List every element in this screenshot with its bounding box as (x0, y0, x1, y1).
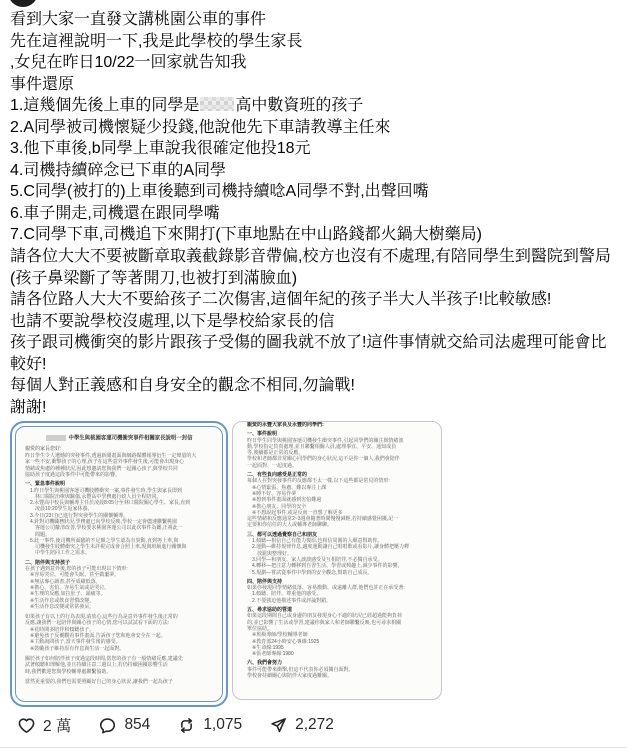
comment-button[interactable] (98, 716, 150, 735)
letter-line: ※無法專心讀書,甚至成績低落。 (30, 578, 101, 585)
letter-line: ※生活作息或飲食習慣改變。 (30, 597, 95, 604)
post-line: 較好! (10, 355, 47, 373)
letter-line: ※主動詢問孩子,當天事件發生後的感受。 (30, 639, 121, 646)
share-count: 2,272 (295, 716, 334, 733)
letter-line: 協助孩子度過這段事件中可能帶來的影響。 (25, 471, 121, 478)
letter-line: 情緒或焦慮的種種狀況,因此想邀請您與我們一起關心孩子,與學校共同 (25, 465, 178, 472)
letter-line: 凌晨10:20學生返家休養。 (35, 506, 93, 513)
letter-line: 六、我們會努力 (247, 660, 283, 667)
repost-button[interactable] (177, 716, 242, 735)
letter-line: 如果你發現同學情緒低落、容易激動、或遠離人群,他們也許正在承受著: (247, 585, 405, 592)
letter-line: 在孩子遇到意外後,您的孩子可能出現以下情形: (25, 566, 128, 573)
letter-line: ※擔心朋友、同學的安全 (252, 503, 307, 510)
school-letter-image-2[interactable] (232, 421, 442, 700)
censored-school-name (200, 97, 234, 111)
letter-line: 二、有些負向感受是正常的 (247, 472, 308, 479)
post-line: 謝謝! (10, 398, 47, 416)
heart-icon (17, 716, 36, 735)
letter-line: 3.今日(23日)已進行對突發學生的關懷輔導。 (30, 512, 129, 519)
letter-line: ※想到事件畫面就感到害怕難過 (252, 497, 322, 504)
letter-line: ※張老師專線:1980 (252, 651, 294, 658)
censored-school-name (46, 435, 66, 441)
letter-line: 學校會持續關心與陪伴大家度過難關。 (247, 672, 333, 679)
letter-line: 定要和你信任的大人或輔導老師聊聊。 (247, 522, 333, 529)
comment-icon (98, 716, 117, 735)
post-line: 2.A同學被司機懷疑少投錢,他說他先下車請教導主任來 (10, 118, 391, 136)
post-line: 5.C同學(被打的)上車後聽到司機持續唸A同學不對,出聲回嘴 (10, 183, 429, 201)
divider (0, 747, 627, 748)
letter-line: 1.昨日學生與桃園客運司機肢體衝突一案,事件發生時,學生與家長即到 (30, 487, 182, 494)
letter-line: 四、陪伴與支持 (247, 578, 283, 585)
share-button[interactable] (269, 716, 334, 735)
school-letter-1-page (15, 426, 223, 702)
post-line: 1.這幾個先後上車的同學是 高中數資班的孩子 (10, 97, 364, 115)
avatar[interactable] (8, 0, 38, 7)
letter-line: 這些情緒和反應通常2~3週會隨著時間慢慢減輕,若持續感覺困擾,記一 (247, 516, 399, 523)
letter-line: 試著傾聽和理解他,並且持續注意二週以上,若仍持續困擾影響生活 (25, 662, 168, 669)
letter-line: 學校和老師都非常關心同學們的身心狀況,這不是你一個人,我們會陪伴 (247, 456, 400, 463)
post-line: 請各位大大不要被斷章取義截錄影音帶偏,校方也沒有不處理,有陪同學生到醫院到警局 (10, 248, 611, 266)
post-line: 請各位路人大大不要給孩子二次傷害,這個年紀的孩子半大人半孩子!比較敏感! (10, 291, 552, 309)
post-line: 孩子跟司機衝突的影片跟孩子受傷的圖我就不放了!這件事情就交給司法處理可能會比 (10, 334, 607, 352)
post-line: ,女兒在昨日10/22一回家就告知我 (10, 54, 247, 72)
letter-line: 一、事件說明 (247, 431, 278, 438)
share-icon (269, 716, 288, 735)
letter-line: 反應,讓我們一起陪伴與關心孩子的心情,您可以試試看下面的方法: (25, 620, 170, 627)
like-count: 2 萬 (43, 718, 72, 735)
letter-line: 五、尋求協助的管道 (247, 607, 293, 614)
letter-line: 如果這段期間自己或身邊的朋友發現身心不適的狀況已經超過能夠負荷 (247, 613, 403, 620)
letter-line: ※不想說起事件,或是反而一直想了解更多 (252, 509, 343, 516)
letter-line: 中學生與桃園客運司機衝突事件相關家長說明一封信 (25, 435, 213, 442)
letter-line: ※容易哭泣、可能會失眠、甚至做噩夢。 (30, 572, 120, 579)
letter-line: 一起面對、一起度過。 (247, 462, 298, 469)
letter-line: 動,學校指定負責處理,並且聯繫相關人員,處理事宜、平安、通知成員 (247, 443, 397, 450)
letter-line: ※擔心、害怕、容易生氣或是哭泣。 (30, 584, 110, 591)
letter-line: ※睡不好、容易作夢 (252, 490, 297, 497)
letter-line: 昨日學生令人遺憾的突發事件,透過新聞畫面與網路媒體報導衍生一定聲量的大 (25, 453, 197, 460)
letter-line: 4.針對司機職務狀況,學務處已向學校反映,學校一定會儘速聯繫桃園 (30, 518, 177, 525)
like-button[interactable] (17, 714, 71, 736)
letter-line: 客運公司釐清改善,學校要求桃園客運公司以此次事件為鑑,正視此一 (35, 525, 183, 532)
letter-line: 問題。 (35, 531, 51, 538)
letter-line: 3.同學—和朋友、家人談談感受及互相陪伴,不必獨自承受。 (252, 556, 383, 563)
post-line: 4.司機持續碎念已下車的A同學 (10, 161, 227, 179)
letter-line: ※避免孩子反覆觀看事件畫面,告訴孩子您和他會安全在一起。 (30, 633, 166, 640)
letter-line: ※教育部24小時安心專線:1925 (252, 638, 320, 645)
post-line: 先在這裡說明一下,我是此學校的學生家長 (10, 32, 303, 50)
letter-line: ※生理的反應,如拉肚子、頭痛等。 (30, 591, 106, 598)
letter-line: 2.運動—維持規律作息,適度運動讓自己唱唱歌或看影片,讓身體把壓力釋 (252, 544, 409, 551)
post-body (10, 9, 624, 418)
letter-line: 昨日學生同學與桃園客運司機發生衝突事件,引起同學們的關注與情緒波 (247, 437, 404, 444)
post-line: 看到大家一直發文講桃園公車的事件 (10, 11, 267, 28)
letter-line: 的,並已影響了生活或學習,建議你與家人和老師聯繫反映,也可尋求相關 (247, 619, 402, 626)
letter-line: 等,後續都是正常的反應。 (247, 450, 304, 457)
post-line: 6.車子開走,司機還在跟同學嘴 (10, 204, 220, 222)
letter-line: ※班級導師/學校輔導老師 (252, 632, 308, 639)
letter-line: 時,我們歡迎您與學校輔導處聯繫協助。 (25, 668, 112, 675)
letter-line: 5.規劃—嘗試從事件中學到的安全觀念,幫助自己成長。 (252, 569, 373, 576)
post-line: (孩子鼻梁斷了等著開刀,也被打到滿臉血) (10, 269, 298, 287)
post-line: 事件還原 (10, 75, 75, 93)
letter-line: 司機發生肢體衝突之學生未詳視完成會合照上車,現與班級進行關懷與 (35, 544, 187, 551)
letter-line: ※花時間多陪伴和傾聽孩子。 (30, 626, 95, 633)
post-line: 3.他下車後,b同學上車說我很確定他投18元 (10, 140, 311, 158)
letter-line: 如果孩子有以上的行為表現,請放心,這些行為是意外事件發生後正常的 (25, 614, 178, 621)
letter-line: ※心情緊張、焦慮、難以專注上課 (252, 484, 327, 491)
post-line: 7.C同學下車,司機追下來開打(下車地點在中山路錢都火鍋大樹藥局) (10, 226, 483, 244)
school-letter-image-1[interactable] (10, 421, 228, 707)
letter-line: 2.永豐高中校長與輔導主任於凌晨8:05分至林口醫院關心學生、家長,直到 (30, 500, 191, 507)
letter-line: 單位協助。 (247, 625, 273, 632)
repost-icon (177, 716, 196, 735)
post-line: 每個人對正義感和自身安全的觀念不相同,勿論戰! (10, 377, 355, 395)
letter-line: 一、緊急事件說明 (25, 481, 66, 488)
letter-line: 事件可能帶來衝擊,但這不代表你必須獨自面對。 (247, 666, 354, 673)
letter-line: 中學生陪同工作之需求。 (35, 550, 91, 557)
comment-count: 854 (124, 716, 151, 733)
letter-line: 三、都可以透過覺察自己和朋友 (247, 531, 318, 538)
letter-line: 二、陪伴與支持孩子 (25, 559, 71, 566)
letter-line: 親愛的永豐大家長及永豐的同學們: (247, 422, 324, 428)
letter-line: 關於孩子如何陪伴孩子度過這段時間,當您的孩子有一般情緒反應,建議先 (25, 655, 183, 662)
letter-line: 1.傾聽—相信自己有能力復原,也相信周圍的人願意幫助你。 (252, 538, 383, 545)
letter-line: 4.轉移—把注意力轉移到自習生活、學習或興趣上,減少事件的影響。 (252, 563, 403, 570)
letter-line: 5.此一事件,使司機所面臨的不足額之學生認為有異動,直到再上車,與 (30, 537, 179, 544)
letter-line: ※鼓勵孩子維持原有作息與生活一起面對。 (30, 645, 125, 652)
letter-line: 2.不要強迫他描述事件或評論對錯。 (252, 597, 332, 604)
letter-line: 當然更重要的,我們也需要照顧好自己的身心狀況,讓我們一起為孩子 (25, 678, 173, 685)
letter-line: 林口醫院治療與驗傷,永豐高中學務處行政人員全程陪同。 (35, 493, 162, 500)
letter-line: ※生活作息改變或常常發呆。 (30, 603, 95, 610)
letter-line: 1.傾聽、陪伴、尊重他的感受。 (252, 591, 322, 598)
letter-line: 家一些不安,衝擊孩子的心理,孩子在這些意外事件發生後,可能會出現身心 (25, 459, 185, 466)
letter-line: 每個人在對突發事件的反應都不太一樣,以下這些都是常見的情形: (247, 478, 390, 485)
post-line: 也請不要說學校沒處理,以下是學校給家長的信 (10, 312, 335, 330)
repost-count: 1,075 (203, 716, 243, 733)
letter-line: 放鬆與整理好。 (257, 550, 293, 557)
action-bar (17, 714, 334, 736)
letter-line: ※生命線:1995 (252, 644, 284, 651)
letter-line: 親愛的家長您好: (25, 445, 62, 452)
